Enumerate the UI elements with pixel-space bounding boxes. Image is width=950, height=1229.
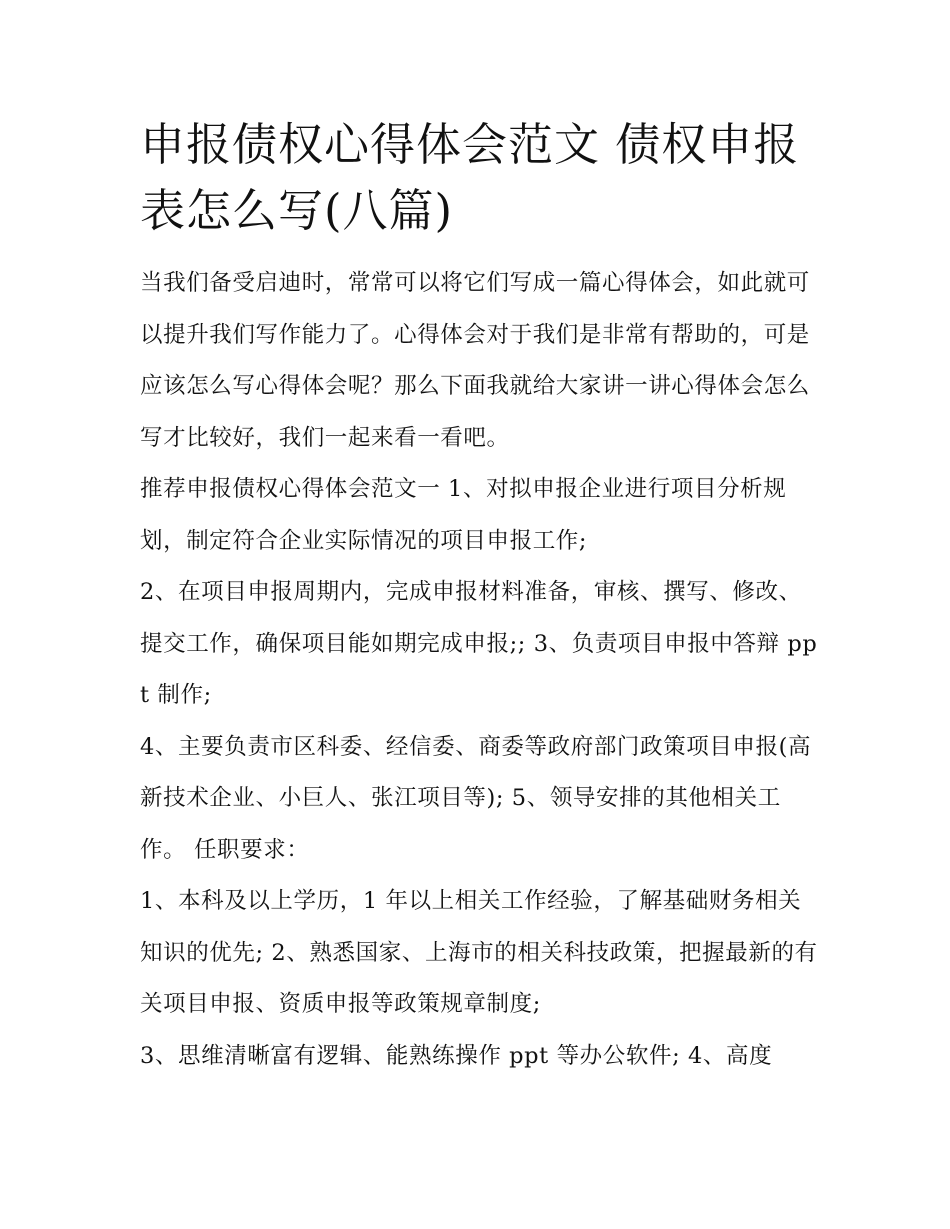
paragraph-intro: 当我们备受启迪时，常常可以将它们写成一篇心得体会，如此就可以提升我们写作能力了。心得体会对于我们是非常有帮助的，可是应该怎么写心得体会呢？那么下面我就给大家讲一讲心得体会怎么写才比较好，我们一起来看一看吧。 bbox=[140, 270, 810, 451]
paragraph-4: 1、本科及以上学历，1 年以上相关工作经验，了解基础财务相关知识的优先; 2、熟悉国家、上海市的相关科技政策，把握最新的有关项目申报、资质申报等政策规章制度; bbox=[140, 888, 818, 1017]
paragraph-1: 推荐申报债权心得体会范文一 1、对拟申报企业进行项目分析规划，制定符合企业实际情况的项目申报工作; bbox=[140, 476, 787, 554]
document-body bbox=[140, 112, 820, 1082]
paragraph-2: 2、在项目申报周期内，完成申报材料准备，审核、撰写、修改、提交工作，确保项目能如期完成申报;; 3、负责项目申报中答辩 ppt 制作; bbox=[140, 579, 818, 708]
paragraph-5: 3、思维清晰富有逻辑、能熟练操作 ppt 等办公软件; 4、高度 bbox=[140, 1042, 773, 1069]
document-title: 申报债权心得体会范文 债权申报表怎么写(八篇) bbox=[140, 118, 800, 237]
paragraph-3: 4、主要负责市区科委、经信委、商委等政府部门政策项目申报(高新技术企业、小巨人、张江项目等); 5、领导安排的其他相关工作。 任职要求： bbox=[140, 733, 812, 863]
